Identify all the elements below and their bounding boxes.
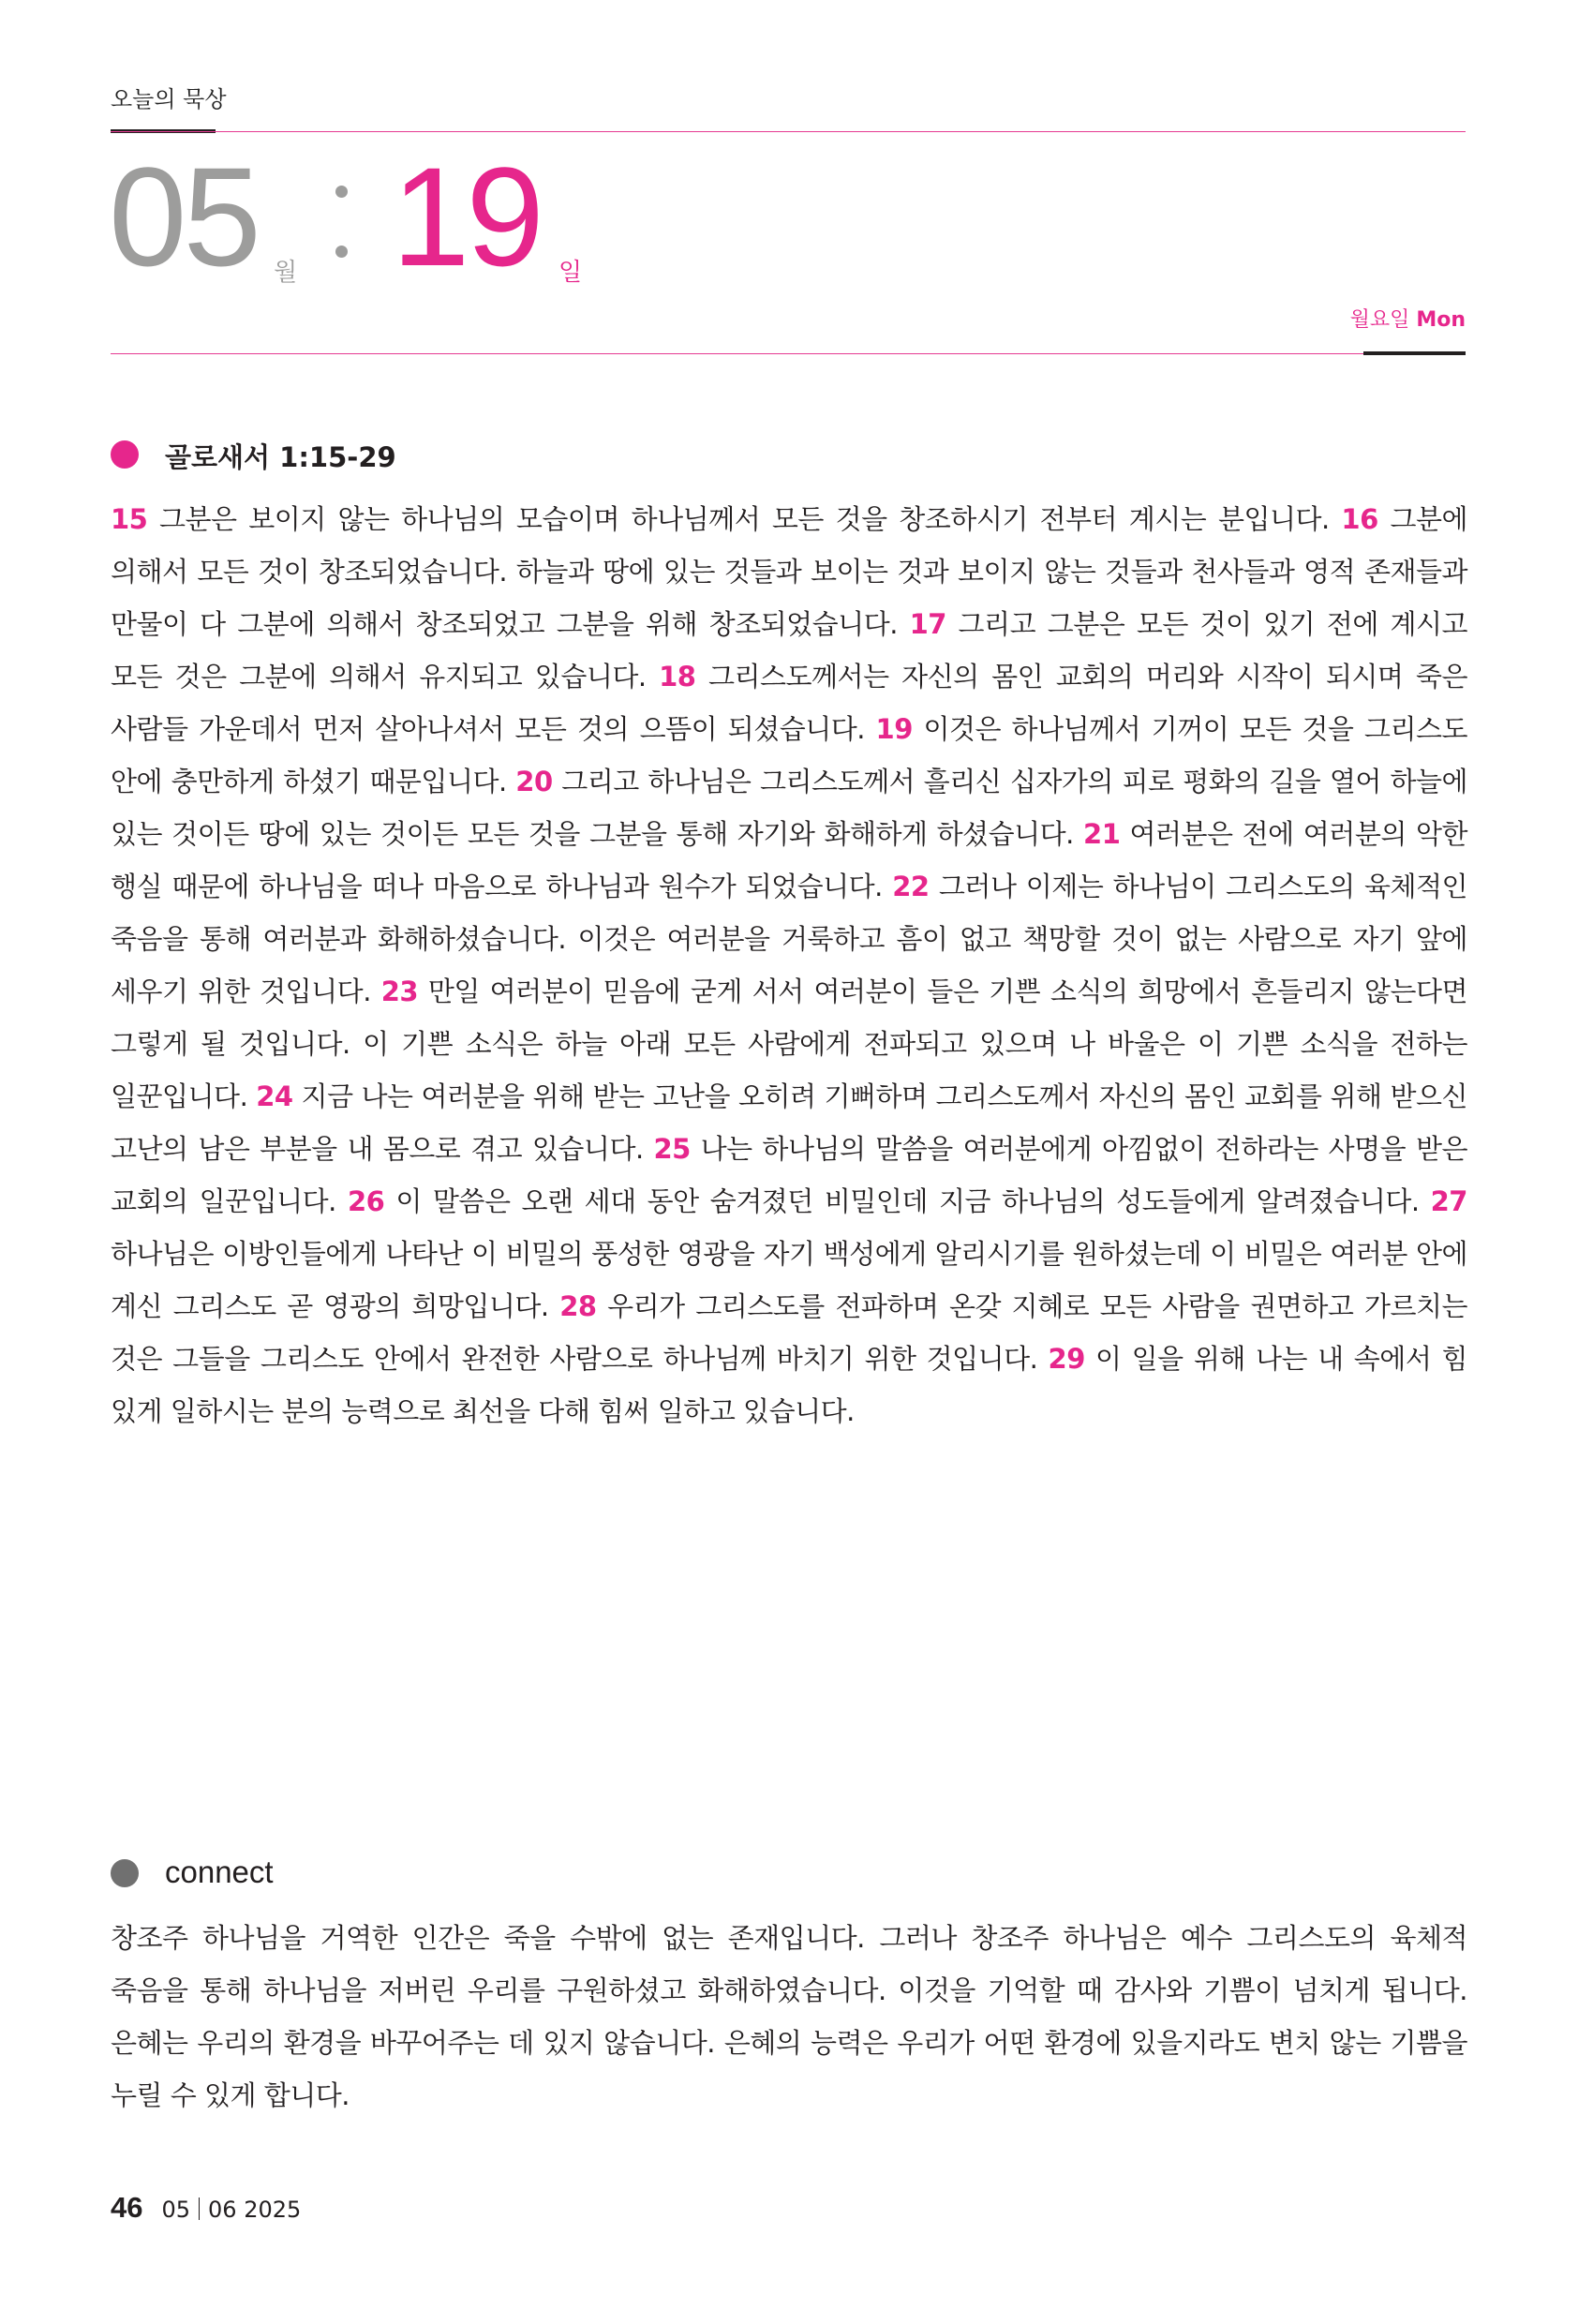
- verse-text: 여러분은 전에 여러분의 악한 행실 때문에 하나님을 떠나 마음으로 하나님과 원수가 되었습니다.: [111, 818, 1467, 902]
- verse-text: 이것은 하나님께서 기꺼이 모든 것을 그리스도 안에 충만하게 하셨기 때문입니다.: [111, 713, 1467, 797]
- date-colon: [335, 186, 348, 264]
- verse-text: 그분은 보이지 않는 하나님의 모습이며 하나님께서 모든 것을 창조하시기 전부터 계시는 분입니다.: [147, 503, 1342, 535]
- verse-number: 19: [875, 713, 913, 745]
- verse-text: 만일 여러분이 믿음에 굳게 서서 여러분이 들은 기쁜 소식의 희망에서 흔들리지 않는다면 그렇게 될 것입니다. 이 기쁜 소식은 하늘 아래 모든 사람에게 전파되고 있으며 나 바울은 이 기쁜 소식을 전하는 일꾼입니다.: [111, 976, 1467, 1112]
- date-day: 19: [392, 138, 541, 295]
- passage-text: [111, 493, 1467, 1438]
- verse-text: 그리스도께서는 자신의 몸인 교회의 머리와 시작이 되시며 죽은 사람들 가운데서 먼저 살아나셔서 모든 것의 으뜸이 되셨습니다.: [111, 661, 1467, 745]
- passage-reference: 골로새서 1:15-29: [165, 441, 396, 473]
- verse-text: 그리고 그분은 모든 것이 있기 전에 계시고 모든 것은 그분에 의해서 유지되고 있습니다.: [111, 608, 1467, 693]
- verse-text: 그리고 하나님은 그리스도께서 흘리신 십자가의 피로 평화의 길을 열어 하늘에 있는 것이든 땅에 있는 것이든 모든 것을 그분을 통해 자기와 화해하게 하셨습니다.: [111, 766, 1467, 850]
- page-number: 46: [111, 2191, 143, 2224]
- date-month: 05: [109, 138, 258, 295]
- verse-number: 15: [111, 503, 148, 535]
- verse-number: 18: [659, 661, 696, 693]
- verse-number: 25: [653, 1133, 691, 1165]
- verse: [111, 503, 1341, 535]
- verse-number: 29: [1048, 1343, 1085, 1375]
- verse-text: 그러나 이제는 하나님이 그리스도의 육체적인 죽음을 통해 여러분과 화해하셨습니다. 이것은 여러분을 거룩하고 흠이 없고 책망할 것이 없는 사람으로 자기 앞에 세우기 위한 것입니다.: [111, 871, 1468, 1007]
- verse-text: 우리가 그리스도를 전파하며 온갖 지혜로 모든 사람을 권면하고 가르치는 것은 그들을 그리스도 안에서 완전한 사람으로 하나님께 바치기 위한 것입니다.: [111, 1290, 1467, 1375]
- weekday-korean: 월요일: [1349, 308, 1410, 332]
- verse-number: 17: [909, 608, 946, 640]
- verse-number: 21: [1083, 818, 1121, 850]
- weekday: [1350, 304, 1466, 333]
- weekday-english: Mon: [1416, 308, 1466, 332]
- verse-number: 16: [1341, 503, 1378, 535]
- verse-number: 22: [892, 871, 930, 902]
- verse-text: 이 일을 위해 나는 내 속에서 힘 있게 일하시는 분의 능력으로 최선을 다해 힘써 일하고 있습니다.: [111, 1343, 1467, 1427]
- connect-text: 창조주 하나님을 거역한 인간은 죽을 수밖에 없는 존재입니다. 그러나 창조주 하나님은 예수 그리스도의 육체적 죽음을 통해 하나님을 저버린 우리를 구원하셨고 화해하였습니다. 이것을 기억할 때 감사와 기쁨이 넘치게 됩니다. 은혜는 우리의 환경을 바꾸어주는 데 있지 않습니다. 은혜의 능력은 우리가 어떤 환경에 있을지라도 변치 않는 기쁨을 누릴 수 있게 합니다.: [111, 1922, 1467, 2111]
- date-month-unit: 월: [274, 259, 298, 287]
- date-day-unit: 일: [558, 259, 583, 287]
- verse-number: 27: [1430, 1185, 1467, 1217]
- connect-bullet-icon: [111, 1859, 139, 1887]
- mid-dark-rule: [1363, 351, 1466, 355]
- verse-number: 20: [515, 766, 553, 797]
- mid-pink-rule: [111, 353, 1466, 354]
- top-pink-rule: [111, 131, 1466, 132]
- issue-month: 05: [161, 2197, 191, 2223]
- verse-text: 하나님은 이방인들에게 나타난 이 비밀의 풍성한 영광을 자기 백성에게 알리시기를 원하셨는데 이 비밀은 여러분 안에 계신 그리스도 곧 영광의 희망입니다.: [111, 1238, 1467, 1322]
- verse-text: 이 말씀은 오랜 세대 동안 숨겨졌던 비밀인데 지금 하나님의 성도들에게 알려졌습니다.: [384, 1185, 1431, 1217]
- passage-bullet-icon: [111, 440, 139, 469]
- verse-text: 지금 나는 여러분을 위해 받는 고난을 오히려 기뻐하며 그리스도께서 자신의 몸인 교회를 위해 받으신 고난의 남은 부분을 내 몸으로 겪고 있습니다.: [111, 1080, 1467, 1165]
- verse-text: 그분에 의해서 모든 것이 창조되었습니다. 하늘과 땅에 있는 것들과 보이는 것과 보이지 않는 것들과 천사들과 영적 존재들과 만물이 다 그분에 의해서 창조되었고 그분을 위해 창조되었습니다.: [111, 503, 1467, 640]
- connect-title: connect: [165, 1855, 274, 1889]
- verse-number: 26: [347, 1185, 385, 1217]
- section-label: 오늘의 묵상: [111, 86, 227, 112]
- footer: [111, 2191, 301, 2225]
- verse: [348, 1185, 1431, 1217]
- verse-number: 23: [380, 976, 419, 1007]
- footer-divider: [199, 2197, 200, 2220]
- verse-number: 24: [256, 1080, 293, 1112]
- issue-year: 06 2025: [208, 2197, 302, 2223]
- verse-text: 나는 하나님의 말씀을 여러분에게 아낌없이 전하라는 사명을 받은 교회의 일꾼입니다.: [111, 1133, 1467, 1217]
- verse-number: 28: [559, 1290, 597, 1322]
